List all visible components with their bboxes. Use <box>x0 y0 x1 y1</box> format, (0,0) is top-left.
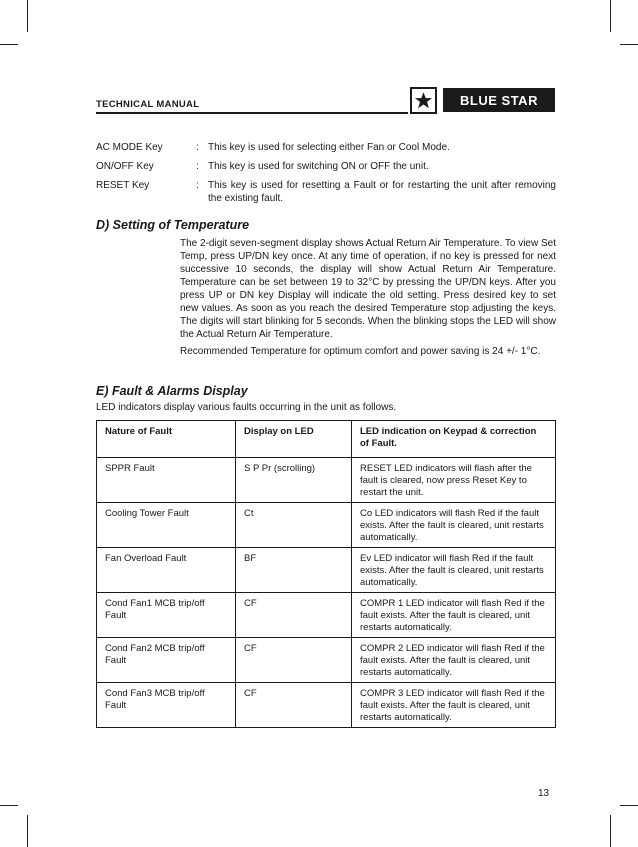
table-row <box>97 548 556 593</box>
crop-mark <box>0 805 18 806</box>
crop-mark <box>620 805 638 806</box>
key-separator: : <box>196 161 199 172</box>
key-description: This key is used for selecting either Fan or Cool Mode. <box>208 142 450 153</box>
led-display: CF <box>236 593 352 638</box>
fault-correction: Ev LED indicator will flash Red if the fault exists. After the fault is cleared, unit restarts automatically. <box>352 548 556 593</box>
led-display: CF <box>236 638 352 683</box>
header-title: TECHNICAL MANUAL <box>96 99 200 110</box>
key-separator: : <box>196 180 199 191</box>
header-rule <box>96 112 408 114</box>
key-row-reset <box>96 179 556 205</box>
recommended-temperature-paragraph: Recommended Temperature for optimum comfort and power saving is 24 +/- 1°C. <box>180 346 541 357</box>
fault-name: Cond Fan2 MCB trip/off Fault <box>97 638 236 683</box>
key-description: This key is used for resetting a Fault or for restarting the unit after removing the existing fault. <box>208 180 556 204</box>
key-name: ON/OFF Key <box>96 161 154 172</box>
star-icon <box>410 87 437 114</box>
fault-name: Cond Fan3 MCB trip/off Fault <box>97 683 236 728</box>
led-display: Ct <box>236 503 352 548</box>
fault-correction: COMPR 3 LED indicator will flash Red if the fault exists. After the fault is cleared, unit restarts automatically. <box>352 683 556 728</box>
key-row-ac-mode <box>96 141 556 154</box>
column-header: Display on LED <box>236 421 352 458</box>
crop-mark <box>610 815 611 847</box>
table-row <box>97 638 556 683</box>
section-heading-temperature: D) Setting of Temperature <box>96 218 250 232</box>
column-header: Nature of Fault <box>97 421 236 458</box>
page-number: 13 <box>538 788 550 799</box>
blue-star-logo <box>410 85 555 115</box>
fault-name: Fan Overload Fault <box>97 548 236 593</box>
led-display: CF <box>236 683 352 728</box>
fault-name: Cooling Tower Fault <box>97 503 236 548</box>
column-header: LED indication on Keypad & correction of Fault. <box>352 421 556 458</box>
table-row <box>97 503 556 548</box>
key-description: This key is used for switching ON or OFF the unit. <box>208 161 429 172</box>
fault-name: Cond Fan1 MCB trip/off Fault <box>97 593 236 638</box>
table-row <box>97 683 556 728</box>
fault-correction: COMPR 1 LED indicator will flash Red if the fault exists. After the fault is cleared, unit restarts automatically. <box>352 593 556 638</box>
table-header-row <box>97 421 556 458</box>
crop-mark <box>620 44 638 45</box>
logo-wordmark: BLUE STAR <box>443 88 555 112</box>
crop-mark <box>27 815 28 847</box>
table-row <box>97 593 556 638</box>
led-display: S P Pr (scrolling) <box>236 458 352 503</box>
key-name: RESET Key <box>96 180 150 191</box>
fault-name: SPPR Fault <box>97 458 236 503</box>
temperature-paragraph: The 2-digit seven-segment display shows Actual Return Air Temperature. To view Set Temp, press UP/DN key once. At any time of operation, if no key is pressed for next successive 10 seconds, the display will show Actual Return Air Temperature. Temperature can be set between 19 to 32°C by pressing the UP/DN keys. After you press UP or DN key Display will indicate the old setting. Press desired key to set new values. As soon as you reach the desired Temperature stop adjusting the keys. The digits will start blinking for 5 seconds. When the blinking stops the LED will show the Actual Return Air Temperature. <box>180 238 556 340</box>
crop-mark <box>0 44 18 45</box>
fault-correction: RESET LED indicators will flash after the fault is cleared, now press Reset Key to restart the unit. <box>352 458 556 503</box>
key-name: AC MODE Key <box>96 142 163 153</box>
crop-mark <box>27 0 28 32</box>
table-row <box>97 458 556 503</box>
key-row-on-off <box>96 160 556 173</box>
fault-correction: COMPR 2 LED indicator will flash Red if the fault exists. After the fault is cleared, unit restarts automatically. <box>352 638 556 683</box>
fault-table <box>96 420 556 728</box>
crop-mark <box>610 0 611 32</box>
led-display: BF <box>236 548 352 593</box>
key-separator: : <box>196 142 199 153</box>
faults-intro: LED indicators display various faults occurring in the unit as follows. <box>96 402 397 413</box>
fault-correction: Co LED indicators will flash Red if the fault exists. After the fault is cleared, unit restarts automatically. <box>352 503 556 548</box>
section-heading-faults: E) Fault & Alarms Display <box>96 384 248 398</box>
